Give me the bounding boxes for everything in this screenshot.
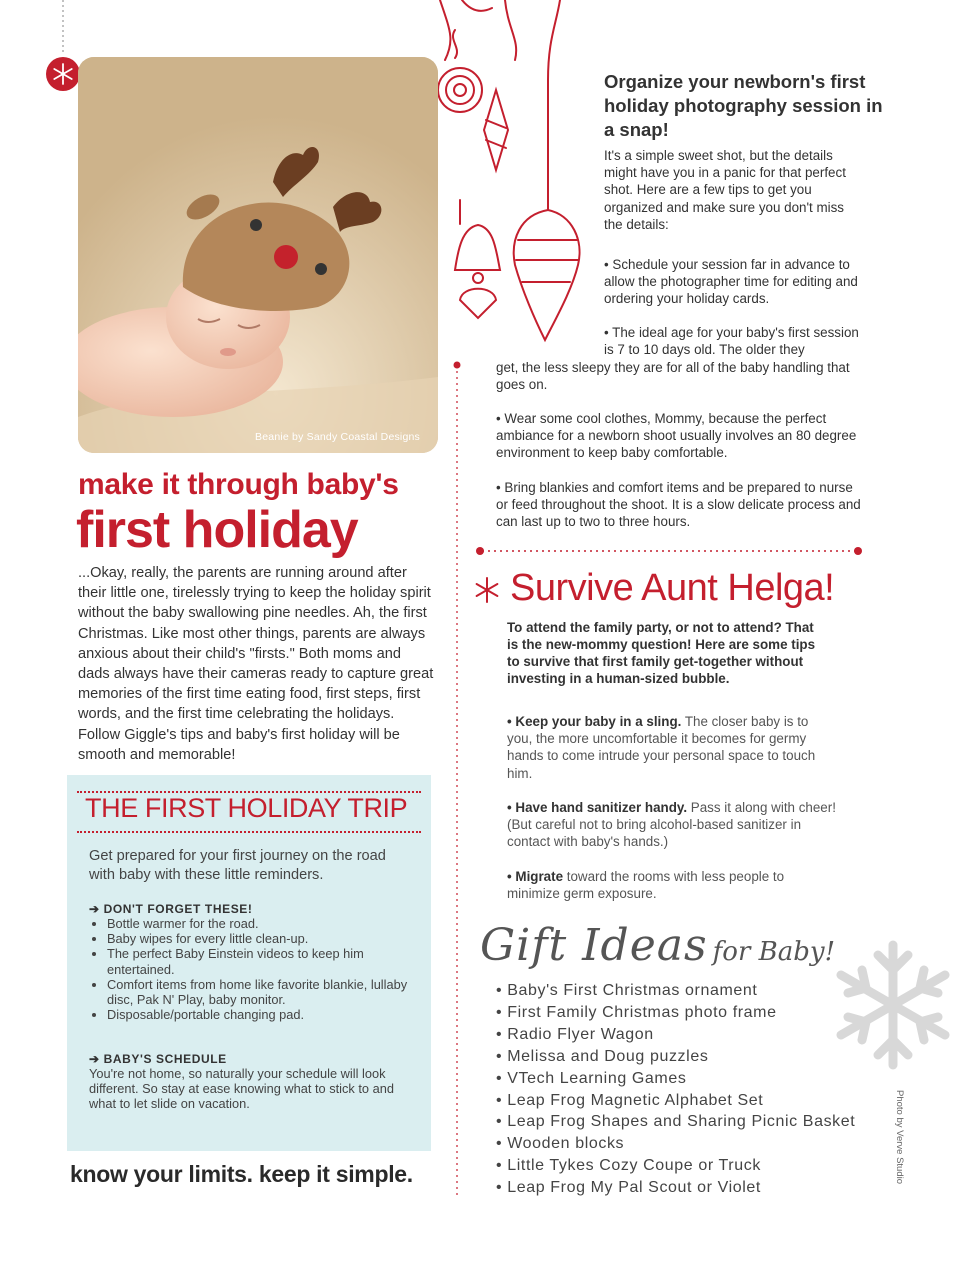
trip-section1-heading: ➔ DON'T FORGET THESE! xyxy=(89,902,253,916)
helga-tip-text: Pass it along with cheer! (But careful not to bring alcohol-based sanitizer in contact with baby's hands.) xyxy=(507,800,836,850)
feature-intro: ...Okay, really, the parents are running around after their little one, tirelessly trying to keep the holiday spirit without the baby swallowing pine needles. Ah, the first Christmas. Like most other things, parents are always anxious about their child's "firsts." Both moms and dads always have their cameras ready to capture great memories of the first time eating food, first steps, first words, and the first time celebrating the holidays. Follow Giggle's tips and baby's first holiday will be smooth and memorable! xyxy=(78,565,434,763)
trip-checklist xyxy=(89,916,409,1022)
trip-title: THE FIRST HOLIDAY TRIP xyxy=(85,793,408,823)
list-item: • Leap Frog Shapes and Sharing Picnic Basket xyxy=(496,1111,855,1133)
helga-tip xyxy=(507,868,837,902)
gift-title-sub: for Baby! xyxy=(712,937,836,967)
snowflake-icon xyxy=(54,64,71,84)
baby-illustration xyxy=(78,57,438,453)
photo-session-intro: It's a simple sweet shot, but the details might have you in a panic for that perfect shot. Here are a few tips to get you organized and make sure you don't miss the details: xyxy=(604,148,846,232)
rule-dot-right xyxy=(854,547,862,555)
side-photo-credit: Photo by Verve Studio xyxy=(894,1090,905,1185)
grey-snowflake-icon xyxy=(841,945,945,1065)
rule-dot-left xyxy=(476,547,484,555)
snowflake-medallion-icon xyxy=(46,57,80,91)
red-snowflake-icon xyxy=(477,578,498,602)
trip-intro: Get prepared for your first journey on the road with baby with these little reminders. xyxy=(89,848,386,883)
feature-headline: first holiday xyxy=(76,501,358,559)
trip-dotted-rule-bottom xyxy=(77,831,421,833)
list-item: • Disposable/portable changing pad. xyxy=(107,1007,409,1022)
photo-session-tip1: • Schedule your session far in advance to allow the photographer time for editing and ordering your holiday cards. xyxy=(604,257,858,307)
list-item: • VTech Learning Games xyxy=(496,1068,855,1090)
gift-title-main: Gift Ideas xyxy=(480,920,708,971)
list-item: • The perfect Baby Einstein videos to keep him entertained. xyxy=(107,946,409,976)
gift-list xyxy=(496,980,855,1199)
list-item: • Bottle warmer for the road. xyxy=(107,916,409,931)
gift-ideas-title xyxy=(480,920,835,971)
helga-tip-lead: • Have hand sanitizer handy. xyxy=(507,800,688,815)
helga-tip xyxy=(507,799,837,851)
feature-kicker: make it through baby's xyxy=(78,468,399,501)
trip-section2-heading: ➔ BABY'S SCHEDULE xyxy=(89,1052,227,1066)
trip-section2-text: You're not home, so naturally your schedule will look different. So stay at ease knowing what to stick to and what to let slide on vacation. xyxy=(89,1066,394,1112)
helga-tip-lead: • Migrate xyxy=(507,869,564,884)
helga-tip-text: The closer baby is to you, the more uncomfortable it becomes for germy hands to come intrude your personal space to touch him. xyxy=(507,714,816,781)
helga-intro: To attend the family party, or not to attend? That is the new-mommy question! Here are some tips to survive that first family get-together without investing in a human-sized bubble. xyxy=(507,620,816,686)
photo-session-title: Organize your newborn's first holiday photography session in a snap! xyxy=(604,71,883,140)
holiday-trip-box xyxy=(67,775,431,1151)
list-item: • Radio Flyer Wagon xyxy=(496,1024,855,1046)
photo-session-tip2a: • The ideal age for your baby's first session is 7 to 10 days old. The older they xyxy=(604,325,859,358)
list-item: • Baby wipes for every little clean-up. xyxy=(107,931,409,946)
trip-section-forget xyxy=(89,902,409,1022)
helga-tip-lead: • Keep your baby in a sling. xyxy=(507,714,682,729)
divider-dot-top xyxy=(454,362,461,369)
trip-section-schedule xyxy=(89,1052,409,1112)
list-item: • Leap Frog Magnetic Alphabet Set xyxy=(496,1090,855,1112)
list-item: • Comfort items from home like favorite blankie, lullaby disc, Pak N' Play, baby monitor. xyxy=(107,977,409,1007)
list-item: • Baby's First Christmas ornament xyxy=(496,980,855,1002)
photo-session-tip2b: get, the less sleepy they are for all of the baby handling that goes on. xyxy=(496,360,850,393)
helga-tip xyxy=(507,713,837,782)
list-item: • First Family Christmas photo frame xyxy=(496,1002,855,1024)
tagline: know your limits. keep it simple. xyxy=(70,1161,413,1187)
photo-credit: Beanie by Sandy Coastal Designs xyxy=(255,431,420,443)
photo-session-tip4: • Bring blankies and comfort items and be prepared to nurse or feed throughout the shoot. It is a slow delicate process and can last up to two to three hours. xyxy=(496,480,861,530)
ornaments-illustration xyxy=(438,0,580,340)
helga-tip-text: toward the rooms with less people to minimize germ exposure. xyxy=(507,869,785,902)
list-item: • Melissa and Doug puzzles xyxy=(496,1046,855,1068)
list-item: • Wooden blocks xyxy=(496,1133,855,1155)
list-item: • Little Tykes Cozy Coupe or Truck xyxy=(496,1155,855,1177)
photo-session-tip3: • Wear some cool clothes, Mommy, because the perfect ambiance for a newborn shoot usually involves an 80 degree environment to keep baby comfortable. xyxy=(496,411,857,461)
baby-photo xyxy=(78,57,438,453)
helga-title: Survive Aunt Helga! xyxy=(510,567,835,609)
list-item: • Leap Frog My Pal Scout or Violet xyxy=(496,1177,855,1199)
